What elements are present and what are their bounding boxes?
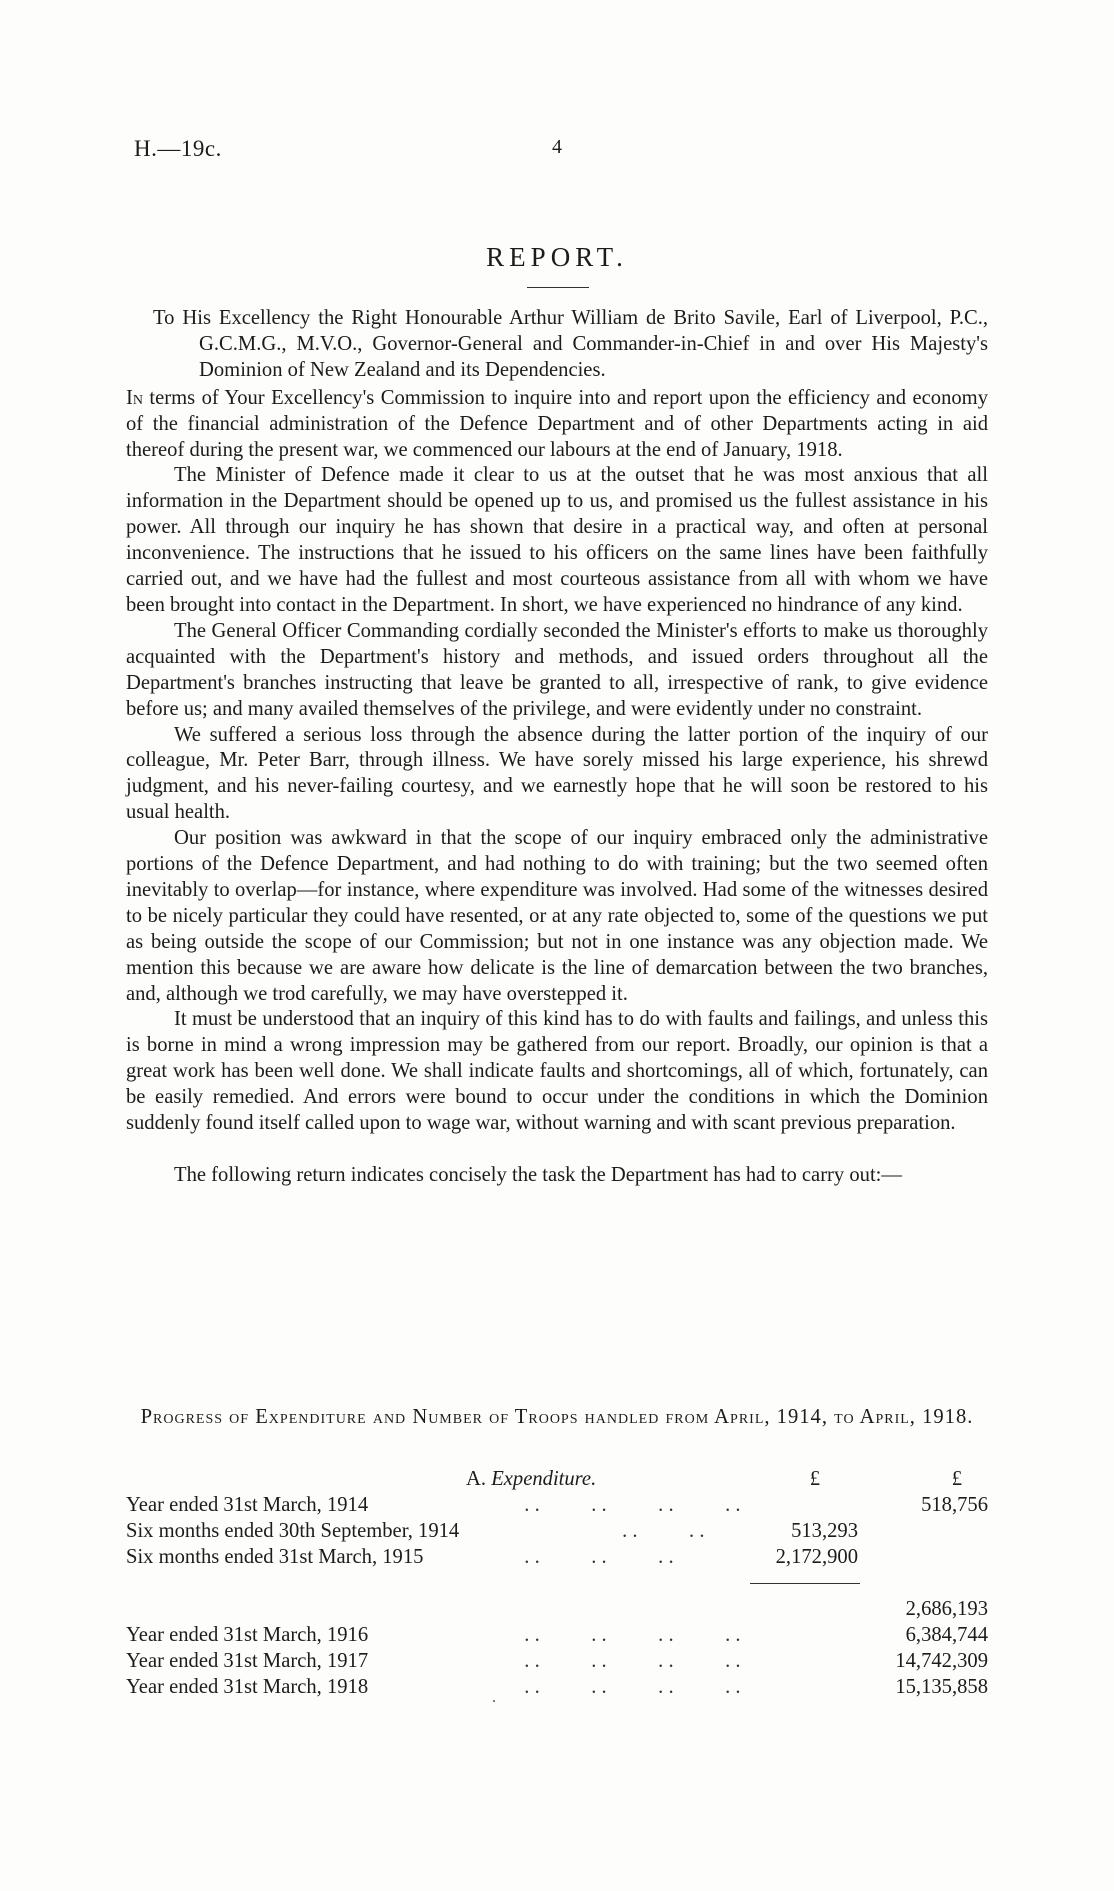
row-value-total: 14,742,309 xyxy=(895,1650,988,1672)
page-number: 4 xyxy=(552,136,562,158)
table-row xyxy=(126,1518,988,1544)
paragraph-faults: It must be understood that an inquiry of this kind has to do with faults and failings, and unless this is borne in mind a wrong impression may be gathered from our report. Broadly, our opinion is that a great work has been well done. We shall indicate faults and shortcomings, all of which, fortunately, can be easily remedied. And errors were bound to occur under the conditions in which the Dominion suddenly found itself called upon to wage war, without warning and with scant previous preparation. xyxy=(126,1008,988,1135)
leader-dots: . . . . . . . . xyxy=(514,1624,741,1646)
paragraph-colleague-loss: We suffered a serious loss through the absence during the latter portion of the inquiry of our colleague, Mr. Peter Barr, through illness. We have sorely missed his large experience, his shrewd judgment, and his never-failing courtesy, and we earnestly hope that he will soon be restored to his usual health. xyxy=(126,723,988,824)
section-heading xyxy=(466,1466,596,1492)
table-section-header xyxy=(126,1466,988,1492)
title-divider xyxy=(527,287,589,288)
table-row xyxy=(126,1596,988,1622)
column-unit-1: £ xyxy=(809,1468,820,1490)
parliamentary-paper-reference: H.—19c. xyxy=(134,136,222,161)
leader-dots: . . . . . . . . xyxy=(514,1676,741,1698)
table-row xyxy=(126,1622,988,1648)
expenditure-table xyxy=(126,1466,988,1700)
column-unit-2: £ xyxy=(951,1468,962,1490)
section-letter: A. xyxy=(466,1468,487,1490)
table-row-subtotal xyxy=(126,1570,988,1596)
table-row xyxy=(126,1674,988,1700)
paragraph-return-intro: The following return indicates concisely the task the Department has had to carry out:— xyxy=(174,1164,902,1186)
table-row xyxy=(126,1544,988,1570)
row-value-total: 518,756 xyxy=(921,1494,988,1516)
table-row xyxy=(126,1648,988,1674)
paragraph-minister: The Minister of Defence made it clear to us at the outset that he was most anxious that all information in the Department should be opened up to us, and promised us the fullest assistance in his power. All through our inquiry he has shown that desire in a practical way, and often at personal inconvenience. The instructions that he issued to his officers on the same lines have been faithfully carried out, and we have had the fullest and most courteous assistance from all with whom we have been brought into contact in the Department. In short, we have experienced no hindrance of any kind. xyxy=(126,464,988,616)
address-to-governor: To His Excellency the Right Honourable Arthur William de Brito Savile, Earl of Liverpool, P.C., G.C.M.G., M.V.O., Governor-General and Commander-in-Chief in and over His Majesty's Dominion of New Zealand and its Dependencies. xyxy=(153,307,988,381)
row-value-total: 15,135,858 xyxy=(895,1676,988,1698)
leader-dots: . . . . . . . . xyxy=(514,1494,741,1516)
leader-dots: . . . . xyxy=(514,1520,705,1542)
row-value-total: 6,384,744 xyxy=(905,1624,988,1646)
subtotal-rule xyxy=(750,1583,860,1584)
paragraph-commission xyxy=(126,386,988,464)
row-label: Year ended 31st March, 1914 xyxy=(126,1494,369,1516)
row-label: Year ended 31st March, 1917 xyxy=(126,1650,369,1672)
row-label: Year ended 31st March, 1916 xyxy=(126,1624,369,1646)
report-body xyxy=(126,306,988,1189)
row-value-subtotal: 513,293 xyxy=(791,1520,858,1542)
dropcap-lead: In xyxy=(126,386,143,409)
row-label: Six months ended 31st March, 1915 xyxy=(126,1546,424,1568)
table-row xyxy=(126,1492,988,1518)
row-label: Six months ended 30th September, 1914 xyxy=(126,1520,460,1542)
paragraph-general-officer: The General Officer Commanding cordially seconded the Minister's efforts to make us thoroughly acquainted with the Department's history and methods, and issued orders throughout all the Department's branches instructing that leave be granted to all, irrespective of rank, to give evidence before us; and many availed themselves of the privilege, and were evidently under no constraint. xyxy=(126,619,988,720)
stray-print-mark xyxy=(493,1700,495,1702)
leader-dots: . . . . . . xyxy=(514,1546,674,1568)
paragraph-scope: Our position was awkward in that the scope of our inquiry embraced only the administrative portions of the Defence Department, and had nothing to do with training; but the two seemed often inevitably to overlap—for instance, where expenditure was involved. Had some of the witnesses desired to be nicely particular they could have resented, or at any rate objected to, some of the questions we put as being outside the scope of our Commission; but not in one instance was any objection made. We mention this because we are aware how delicate is the line of demarcation between the two branches, and, although we trod carefully, we may have overstepped it. xyxy=(126,827,988,1005)
table-title: Progress of Expenditure and Number of Troops handled from April, 1914, to April, 1918. xyxy=(140,1406,974,1428)
row-value-total: 2,686,193 xyxy=(905,1598,988,1620)
leader-dots: . . . . . . . . xyxy=(514,1650,741,1672)
row-value-subtotal: 2,172,900 xyxy=(775,1546,858,1568)
paragraph-commission-text: terms of Your Excellency's Commission to inquire into and report upon the efficiency and economy of the financial administration of the Defence Department and of other Departments acting in aid thereof during the present war, we commenced our labours at the end of January, 1918. xyxy=(126,386,988,461)
row-label: Year ended 31st March, 1918 xyxy=(126,1676,369,1698)
section-title: Expenditure. xyxy=(491,1468,597,1490)
report-title: REPORT. xyxy=(486,242,628,272)
